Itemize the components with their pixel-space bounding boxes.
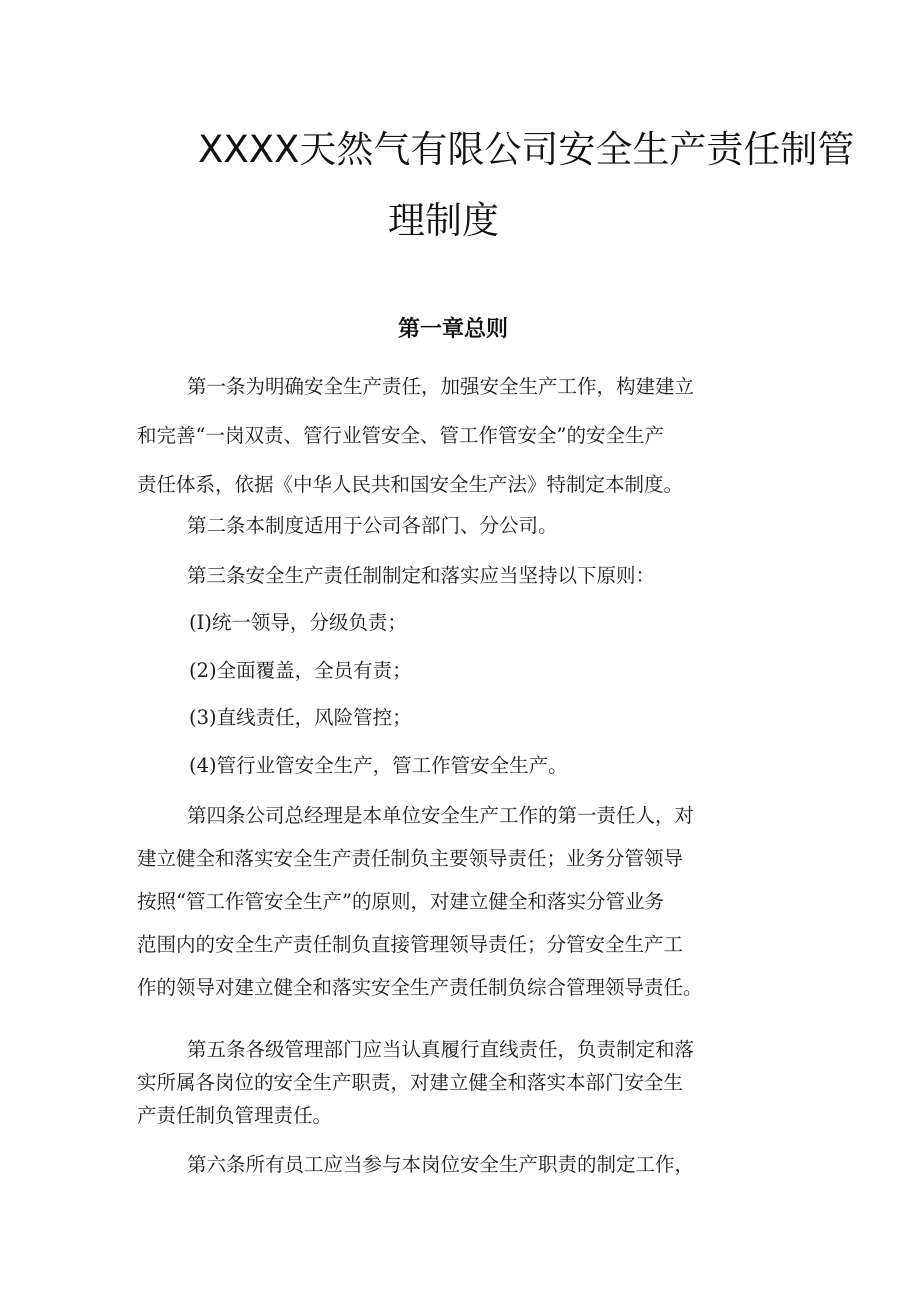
article-1-line-3: 责任体系，依据《中华人民共和国安全生产法》特制定本制度。 [137, 473, 684, 496]
chapter-heading: 第一章总则 [398, 317, 509, 342]
article-4 [137, 794, 797, 1009]
principle-3-text: (3)直线责任，风险管控； [189, 706, 412, 729]
article-5-line-2: 实所属各岗位的安全生产职责，对建立健全和落实本部门安全生 [137, 1071, 684, 1094]
principle-3 [137, 698, 797, 738]
article-1 [137, 362, 797, 509]
article-3-line-1: 第三条安全生产责任制制定和落实应当坚持以下原则： [187, 564, 656, 587]
principle-1 [137, 603, 797, 643]
principle-1-text: (I)统一领导，分级负责； [189, 611, 407, 634]
article-5-line-1: 第五条各级管理部门应当认真履行直线责任，负责制定和落 [187, 1038, 695, 1061]
document-title-line-1: XXXX天然气有限公司安全生产责任制管 [198, 128, 855, 171]
article-5 [137, 1033, 797, 1132]
article-6 [137, 1145, 797, 1185]
document-title-line-2: 理制度 [388, 199, 499, 242]
article-4-line-3: 按照“管工作管安全生产”的原则，对建立健全和落实分管业务 [137, 890, 664, 913]
article-2 [137, 506, 797, 546]
article-1-line-2: 和完善“一岗双责、管行业管安全、管工作管安全”的安全生产 [137, 424, 664, 447]
article-4-line-1: 第四条公司总经理是本单位安全生产工作的第一责任人，对 [187, 804, 695, 827]
article-3 [137, 556, 797, 596]
article-4-line-4: 范围内的安全生产责任制负直接管理领导责任；分管安全生产工 [137, 933, 684, 956]
article-6-line-1: 第六条所有员工应当参与本岗位安全生产职责的制定工作， [187, 1153, 695, 1176]
article-4-line-2: 建立健全和落实安全生产责任制负主要领导责任；业务分管领导 [137, 847, 684, 870]
article-1-line-1: 第一条为明确安全生产责任，加强安全生产工作，构建建立 [187, 375, 695, 398]
article-4-line-5: 作的领导对建立健全和落实安全生产责任制负综合管理领导责任。 [137, 976, 703, 999]
principle-2 [137, 651, 797, 691]
article-5-line-3: 产责任制负管理责任。 [137, 1104, 333, 1127]
principle-2-text: (2)全面覆盖，全员有责； [189, 659, 412, 682]
principle-4-text: (4)管行业管安全生产，管工作管安全生产。 [189, 754, 568, 777]
article-2-line-1: 第二条本制度适用于公司各部门、分公司。 [187, 514, 558, 537]
principle-4 [137, 746, 797, 786]
